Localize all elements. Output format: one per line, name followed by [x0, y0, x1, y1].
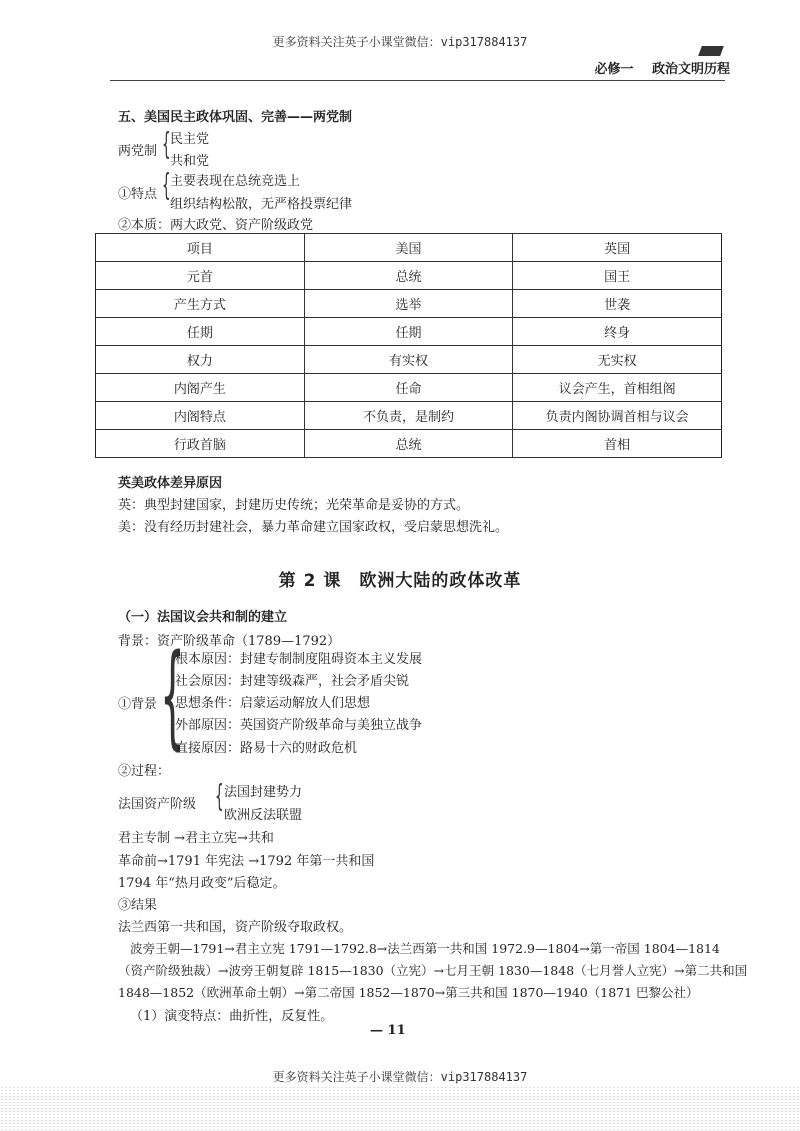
bg-item-1: 根本原因：封建专制制度阻碍资本主义发展: [175, 652, 423, 667]
result-line: 法兰西第一共和国，资产阶级夺取政权。: [118, 920, 353, 935]
table-cell: 总统: [304, 430, 513, 458]
bourgeois-label: 法国资产阶级: [118, 797, 197, 812]
differences-title: 英美政体差异原因: [118, 476, 223, 491]
bottom-watermark: 更多资料关注英子小课堂微信：vip317884137: [272, 1070, 528, 1084]
bg-item-2: 社会原因：封建等级森严，社会矛盾尖锐: [175, 674, 410, 689]
table-cell: 首相: [513, 430, 722, 458]
table-cell: 元首: [96, 262, 305, 290]
table-row: [96, 290, 722, 318]
scan-noise: [0, 1086, 800, 1131]
brace-icon: {: [162, 168, 171, 203]
header-rule: [110, 80, 725, 81]
lesson2-title: 第 2 课 欧洲大陆的政体改革: [278, 571, 522, 591]
running-header: [594, 58, 730, 77]
table-cell: 内阁特点: [96, 402, 305, 430]
timeline-3: 1848—1852（欧洲革命土朝）→第二帝国 1852—1870→第三共和国 1870—1940（1871 巴黎公社）: [118, 985, 699, 1000]
bg-label: ①背景: [118, 697, 158, 712]
table-cell: 国王: [513, 262, 722, 290]
table-cell: 负责内阁协调首相与议会: [513, 402, 722, 430]
table-cell: 任命: [304, 374, 513, 402]
opponent-2: 欧洲反法联盟: [224, 808, 303, 823]
bg-item-4: 外部原因：英国资产阶级革命与美独立战争: [175, 718, 423, 733]
table-cell: 无实权: [513, 346, 722, 374]
table-cell: 世袭: [513, 290, 722, 318]
table-cell: 英国: [513, 234, 722, 262]
table-row: [96, 262, 722, 290]
table-cell: 任期: [304, 318, 513, 346]
table-cell: 不负责，是制约: [304, 402, 513, 430]
timeline-1: 波旁王朝—1791→君主立宪 1791—1792.8→法兰西第一共和国 1972.9—1804→第一帝国 1804—1814: [130, 941, 720, 956]
process-line-2: 革命前→1791 年宪法 →1792 年第一共和国: [118, 854, 375, 869]
graduation-cap-icon: [698, 46, 724, 56]
table-row: [96, 374, 722, 402]
bg-item-3: 思想条件：启蒙运动解放人们思想: [175, 696, 371, 711]
party-democratic: 民主党: [170, 132, 210, 147]
table-cell: 选举: [304, 290, 513, 318]
table-cell: 终身: [513, 318, 722, 346]
feature-2: 组织结构松散，无严格投票纪律: [170, 197, 353, 212]
opponent-1: 法国封建势力: [224, 785, 303, 800]
section5-title: 五、美国民主政体巩固、完善——两党制: [118, 110, 353, 125]
bg-item-5: 直接原因：路易十六的财政危机: [175, 741, 358, 756]
brace-icon: {: [162, 127, 171, 162]
big-brace-icon: {: [160, 631, 185, 761]
table-cell: 权力: [96, 346, 305, 374]
table-cell: 有实权: [304, 346, 513, 374]
header-book: 必修一: [594, 62, 634, 77]
table-row: [96, 402, 722, 430]
table-row: [96, 430, 722, 458]
table-cell: 议会产生，首相组阁: [513, 374, 722, 402]
table-cell: 美国: [304, 234, 513, 262]
essence-line: ②本质：两大政党、资产阶级政党: [118, 218, 314, 233]
table-row: [96, 234, 722, 262]
table-cell: 项目: [96, 234, 305, 262]
table-row: [96, 346, 722, 374]
table-row: [96, 318, 722, 346]
table-cell: 任期: [96, 318, 305, 346]
process-line-1: 君主专制 →君主立宪→共和: [118, 831, 274, 846]
process-label: ②过程：: [118, 764, 171, 779]
table-cell: 行政首脑: [96, 430, 305, 458]
table-cell: 内阁产生: [96, 374, 305, 402]
background-line: 背景：资产阶级革命（1789—1792）: [118, 634, 341, 649]
timeline-2: （资产阶级独裁）→波旁王朝复辟 1815—1830（立宪）→七月王朝 1830—1848（七月誉人立宪）→第二共和国: [118, 963, 748, 978]
page-number: — 11: [370, 1023, 406, 1038]
feature-1: 主要表现在总统竞选上: [170, 174, 301, 189]
differences-uk: 英：典型封建国家，封建历史传统；光荣革命是妥协的方式。: [118, 498, 470, 513]
brace-icon: {: [215, 779, 224, 814]
party-republican: 共和党: [170, 154, 210, 169]
top-watermark: 更多资料关注英子小课堂微信：vip317884137: [272, 35, 528, 49]
table-cell: 总统: [304, 262, 513, 290]
uk-us-comparison-table: [95, 233, 722, 458]
result-label: ③结果: [118, 898, 158, 913]
table-cell: 产生方式: [96, 290, 305, 318]
process-line-3: 1794 年“热月政变”后稳定。: [118, 876, 286, 891]
differences-us: 美：没有经历封建社会，暴力革命建立国家政权，受启蒙思想洗礼。: [118, 520, 509, 535]
two-party-label: 两党制: [118, 144, 158, 159]
evolution-line: （1）演变特点：曲折性，反复性。: [130, 1009, 334, 1024]
features-label: ①特点: [118, 187, 158, 202]
lesson2-sub1: （一）法国议会共和制的建立: [118, 610, 288, 625]
header-title: 政治文明历程: [651, 62, 730, 77]
